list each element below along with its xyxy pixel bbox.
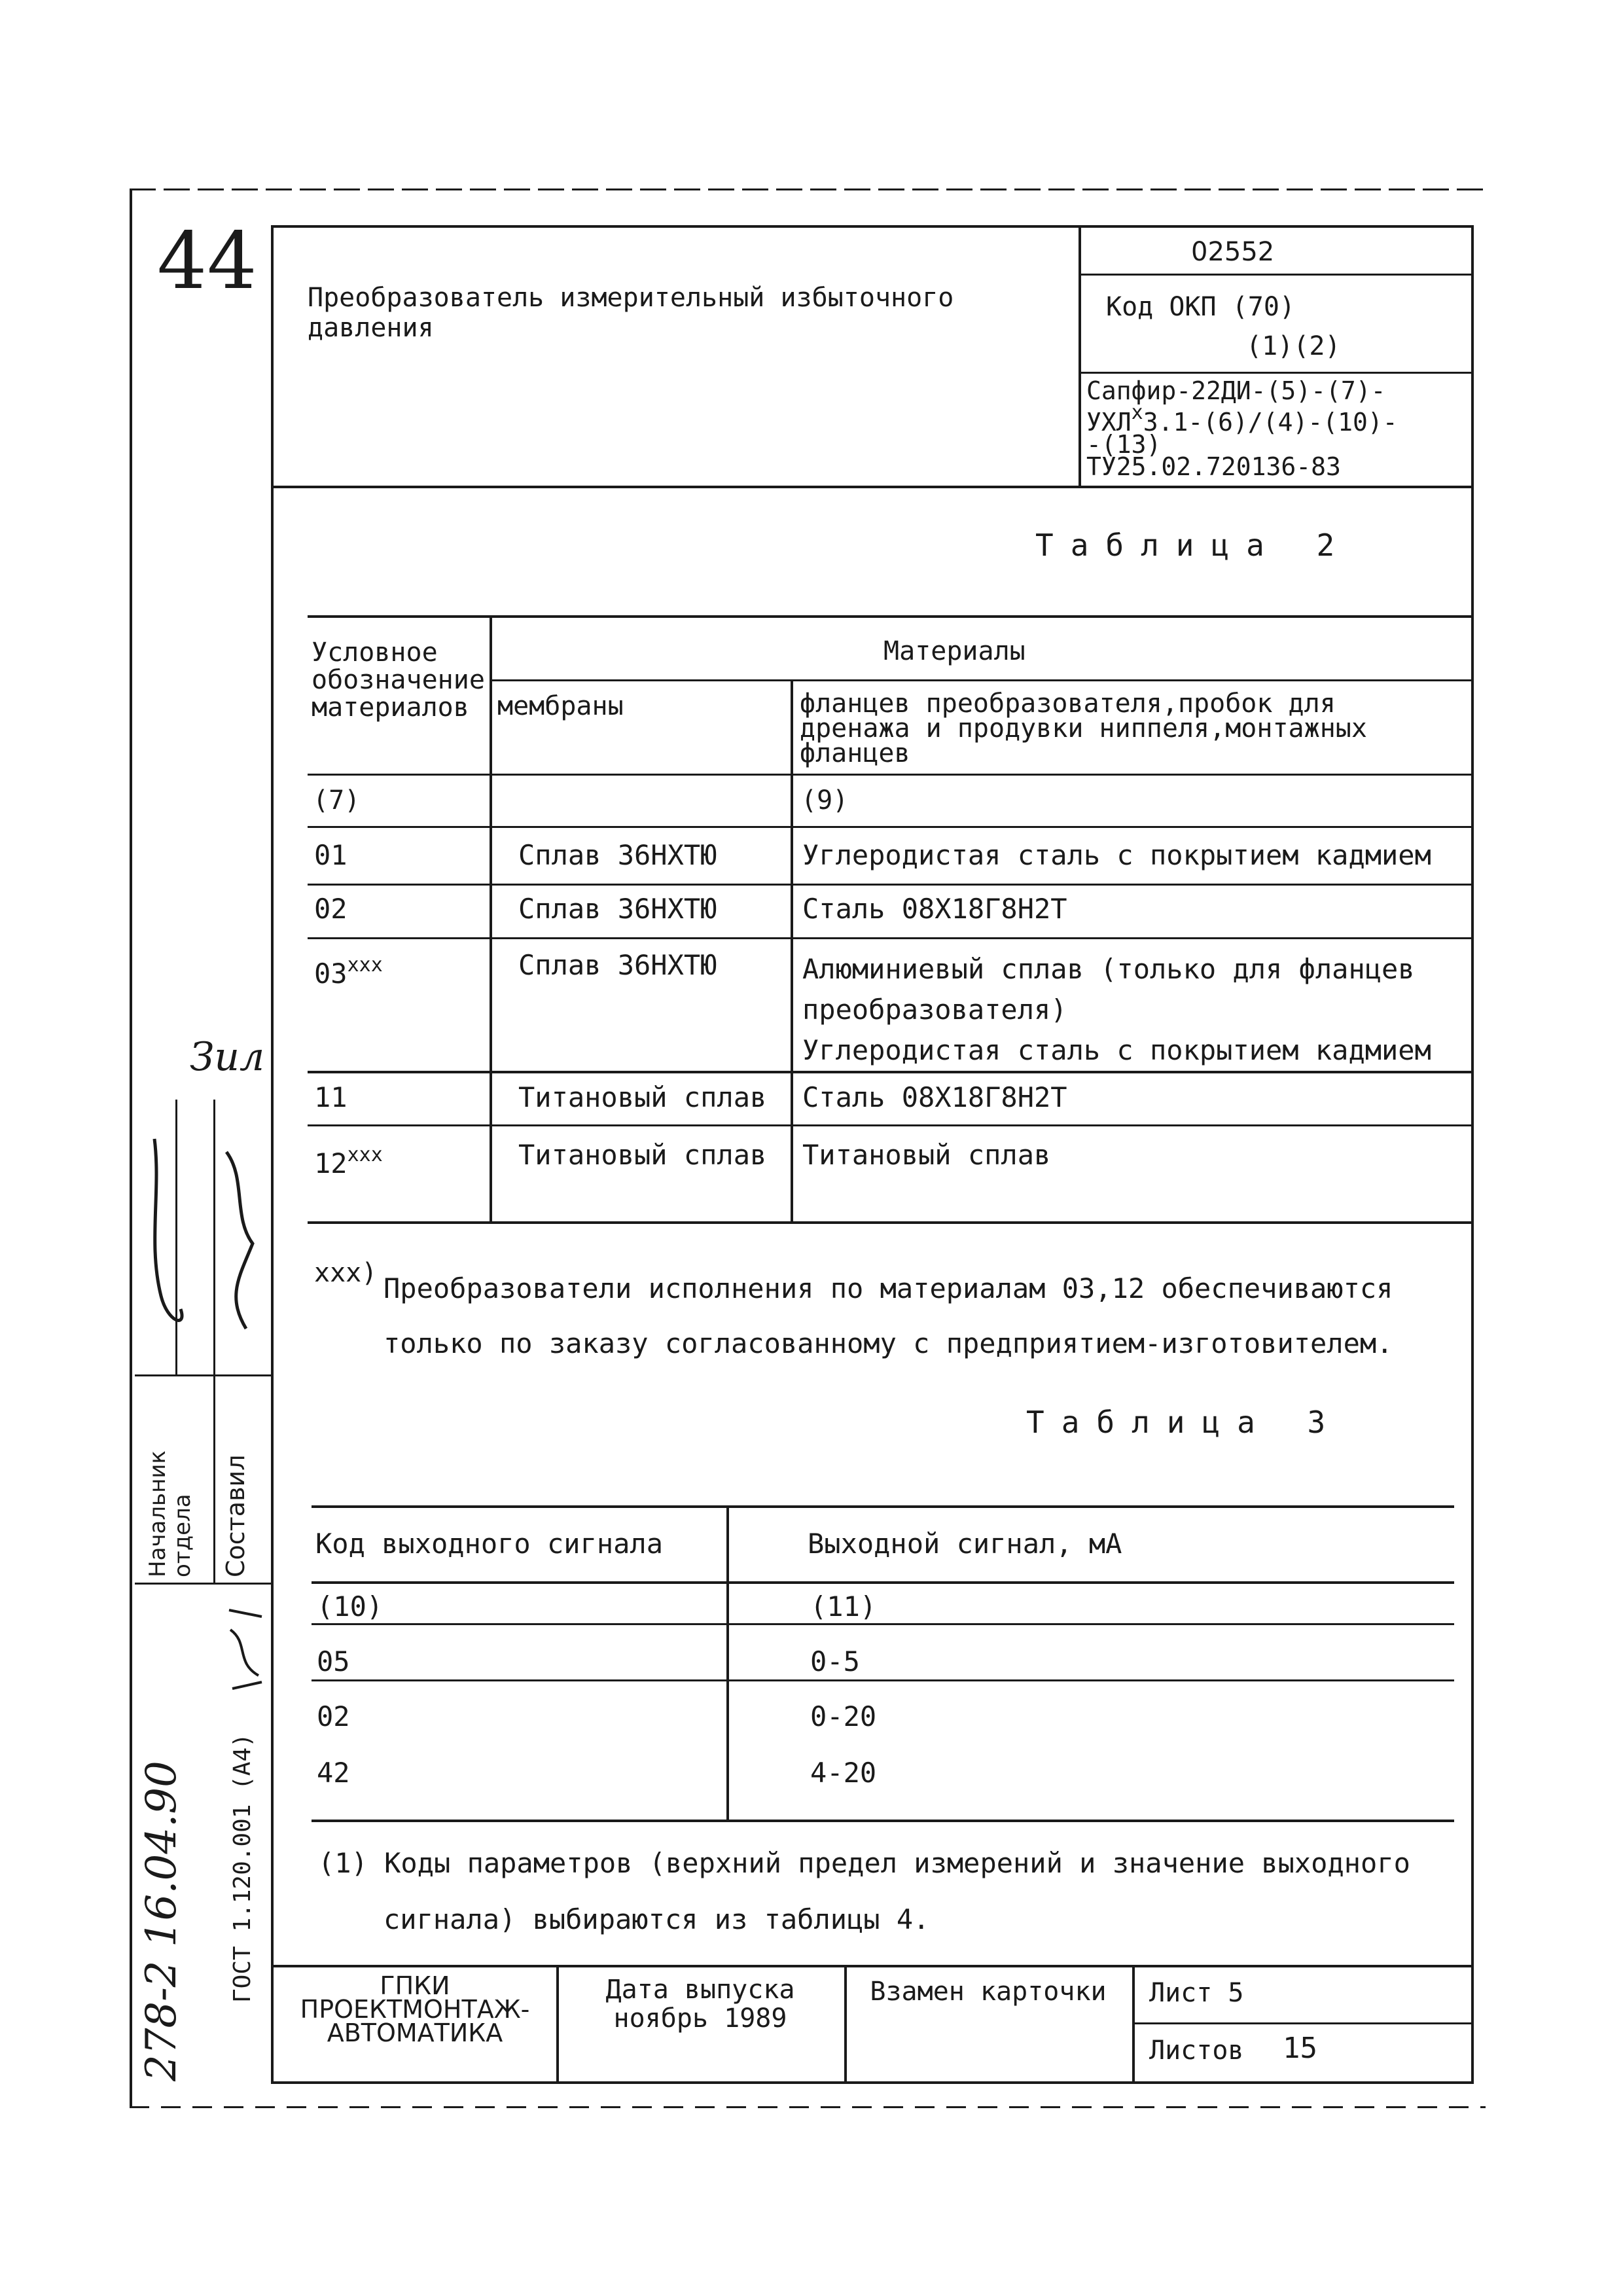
t3-row1-signal: 0-5 xyxy=(810,1645,860,1677)
okp-cell-line xyxy=(1079,372,1474,374)
t3-bottom xyxy=(312,1820,1454,1822)
sheets-label: Листов xyxy=(1149,2036,1244,2066)
t2-row2-membrane: Сплав 36НХТЮ xyxy=(518,893,717,925)
t2-bottom xyxy=(308,1221,1474,1224)
main-box-top xyxy=(271,225,1474,228)
form-stamp: ГОСТ 1.120.001 (А4) xyxy=(229,1733,256,2003)
t2-row5-flange: Титановый сплав xyxy=(802,1139,1051,1171)
table2-caption: Таблица 2 xyxy=(1035,528,1352,563)
t2-top xyxy=(308,615,1474,618)
t2-row4-membrane: Титановый сплав xyxy=(518,1081,767,1113)
t2-row1-membrane: Сплав 36НХТЮ xyxy=(518,839,717,871)
footer-col1 xyxy=(556,1965,559,2083)
t2-materials-line xyxy=(491,679,1474,681)
t2-row4-code: 11 xyxy=(314,1081,348,1113)
footnote-mark: ххх) xyxy=(314,1258,378,1288)
t3-row2-code: 02 xyxy=(317,1700,350,1732)
sheets-total: 15 xyxy=(1283,2032,1317,2065)
t2-ref-col3: (9) xyxy=(801,785,849,816)
model-line-1: Сапфир-22ДИ-(5)-(7)- xyxy=(1086,376,1386,405)
t2-head-membrane: мембраны xyxy=(497,691,624,721)
table3-caption: Таблица 3 xyxy=(1026,1405,1343,1440)
t3-head-code: Код выходного сигнала xyxy=(315,1528,664,1560)
t2-row2-flange: Сталь 08Х18Г8Н2Т xyxy=(802,893,1067,925)
t3-top xyxy=(312,1505,1454,1508)
t2-ref-bottom xyxy=(308,826,1474,828)
signature-icon xyxy=(135,1113,266,1374)
code-cell-line xyxy=(1079,274,1474,276)
t2-col1-line xyxy=(490,615,492,1224)
t2-row1-bottom xyxy=(308,884,1474,886)
product-code: 02552 xyxy=(1191,237,1275,267)
footnote-line-1: Преобразователи исполнения по материалам 03,12 обеспечиваются xyxy=(383,1272,1393,1304)
handwritten-number: 278-2 16.04.90 xyxy=(137,1761,186,2081)
t2-row1-flange: Углеродистая сталь с покрытием кадмием xyxy=(802,839,1431,871)
t3-ref-bottom xyxy=(312,1623,1454,1625)
t2-col2-line xyxy=(791,681,793,1224)
t2-head-flanges: фланцев преобразователя,пробок для дренажа и продувки ниппеля,монтажных фланцев xyxy=(800,689,1367,768)
t3-row2-signal: 0-20 xyxy=(810,1700,877,1732)
main-box-left xyxy=(271,225,274,2083)
handwritten-mark: Зил xyxy=(190,1034,265,1080)
spec-number: ТУ25.02.720136-83 xyxy=(1086,452,1341,481)
t2-row2-code: 02 xyxy=(314,893,348,925)
model-line-3: -(13) xyxy=(1086,430,1162,459)
t3-row1-code: 05 xyxy=(317,1645,350,1677)
model-line-2: $УХЛ^х3.1-(6)/(4)-(10)-$ xyxy=(1086,401,1398,437)
t2-row5-membrane: Титановый сплав xyxy=(518,1139,767,1171)
t3-col-line xyxy=(726,1505,729,1821)
footnote-line-2: только по заказу согласованному с предприятием-изготовителем. xyxy=(383,1327,1393,1359)
sheet-number: Лист 5 xyxy=(1149,1978,1244,2008)
note-1-line-1: (1) Коды параметров (верхний предел измерений и значение выходного xyxy=(318,1847,1410,1879)
model-designation xyxy=(1086,376,1398,481)
t2-row1-code: 01 xyxy=(314,839,348,871)
t2-row3-bottom xyxy=(308,1071,1474,1073)
t2-head-designation: Условное обозначение материалов xyxy=(312,637,485,723)
composed-by-label: Составил xyxy=(221,1454,250,1577)
t2-ref-col1: (7) xyxy=(313,785,361,816)
t3-row1-bottom xyxy=(312,1679,1454,1681)
t3-row3-code: 42 xyxy=(317,1757,350,1789)
header-bottom-line xyxy=(271,486,1474,488)
t3-ref-code: (10) xyxy=(317,1590,383,1623)
top-border-dashed xyxy=(130,188,1486,190)
header-divider-vertical xyxy=(1079,225,1081,487)
bottom-border-dashed xyxy=(130,2106,1486,2108)
t3-row3-signal: 4-20 xyxy=(810,1757,877,1789)
t2-head-bottom xyxy=(308,774,1474,776)
t3-head-signal: Выходной сигнал, мА xyxy=(808,1528,1122,1560)
okp-label: Код ОКП (70) xyxy=(1106,292,1295,322)
t2-row5-code: $12^{ххх}$ xyxy=(314,1143,383,1179)
head-of-department-label: Начальник отдела xyxy=(145,1450,196,1577)
side-strip-line-2 xyxy=(135,1374,271,1376)
note-1-line-2: сигнала) выбираются из таблицы 4. xyxy=(383,1903,930,1935)
org-name: ГПКИ ПРОЕКТМОНТАЖ- АВТОМАТИКА xyxy=(300,1971,530,2047)
release-date: Дата выпуска ноябрь 1989 xyxy=(605,1975,795,2034)
main-box-right xyxy=(1471,225,1474,2083)
t2-row4-flange: Сталь 08Х18Г8Н2Т xyxy=(802,1081,1067,1113)
footer-top xyxy=(271,1965,1474,1967)
page-number: 44 xyxy=(157,216,257,307)
okp-refs: (1)(2) xyxy=(1246,331,1341,361)
initials-icon xyxy=(223,1604,268,1695)
t2-row3-code: $03^{ххх}$ xyxy=(314,954,383,990)
t2-head-materials: Материалы xyxy=(883,636,1026,666)
t2-row4-bottom xyxy=(308,1124,1474,1126)
t2-row2-bottom xyxy=(308,937,1474,939)
side-strip-line-3 xyxy=(135,1583,271,1585)
left-border xyxy=(130,188,132,2106)
t3-ref-signal: (11) xyxy=(810,1590,877,1623)
main-box-bottom xyxy=(271,2081,1474,2084)
t3-head-bottom xyxy=(312,1581,1454,1584)
footer-col2 xyxy=(844,1965,847,2083)
t2-row3-flange: Алюминиевый сплав (только для фланцев преобразователя) Углеродистая сталь с покрытием кадмием xyxy=(802,953,1431,1066)
footer-sheet-split xyxy=(1132,2022,1474,2024)
header-title: Преобразователь измерительный избыточного давления xyxy=(308,283,954,343)
replaces-card: Взамен карточки xyxy=(870,1977,1107,2007)
t2-row3-membrane: Сплав 36НХТЮ xyxy=(518,949,717,981)
